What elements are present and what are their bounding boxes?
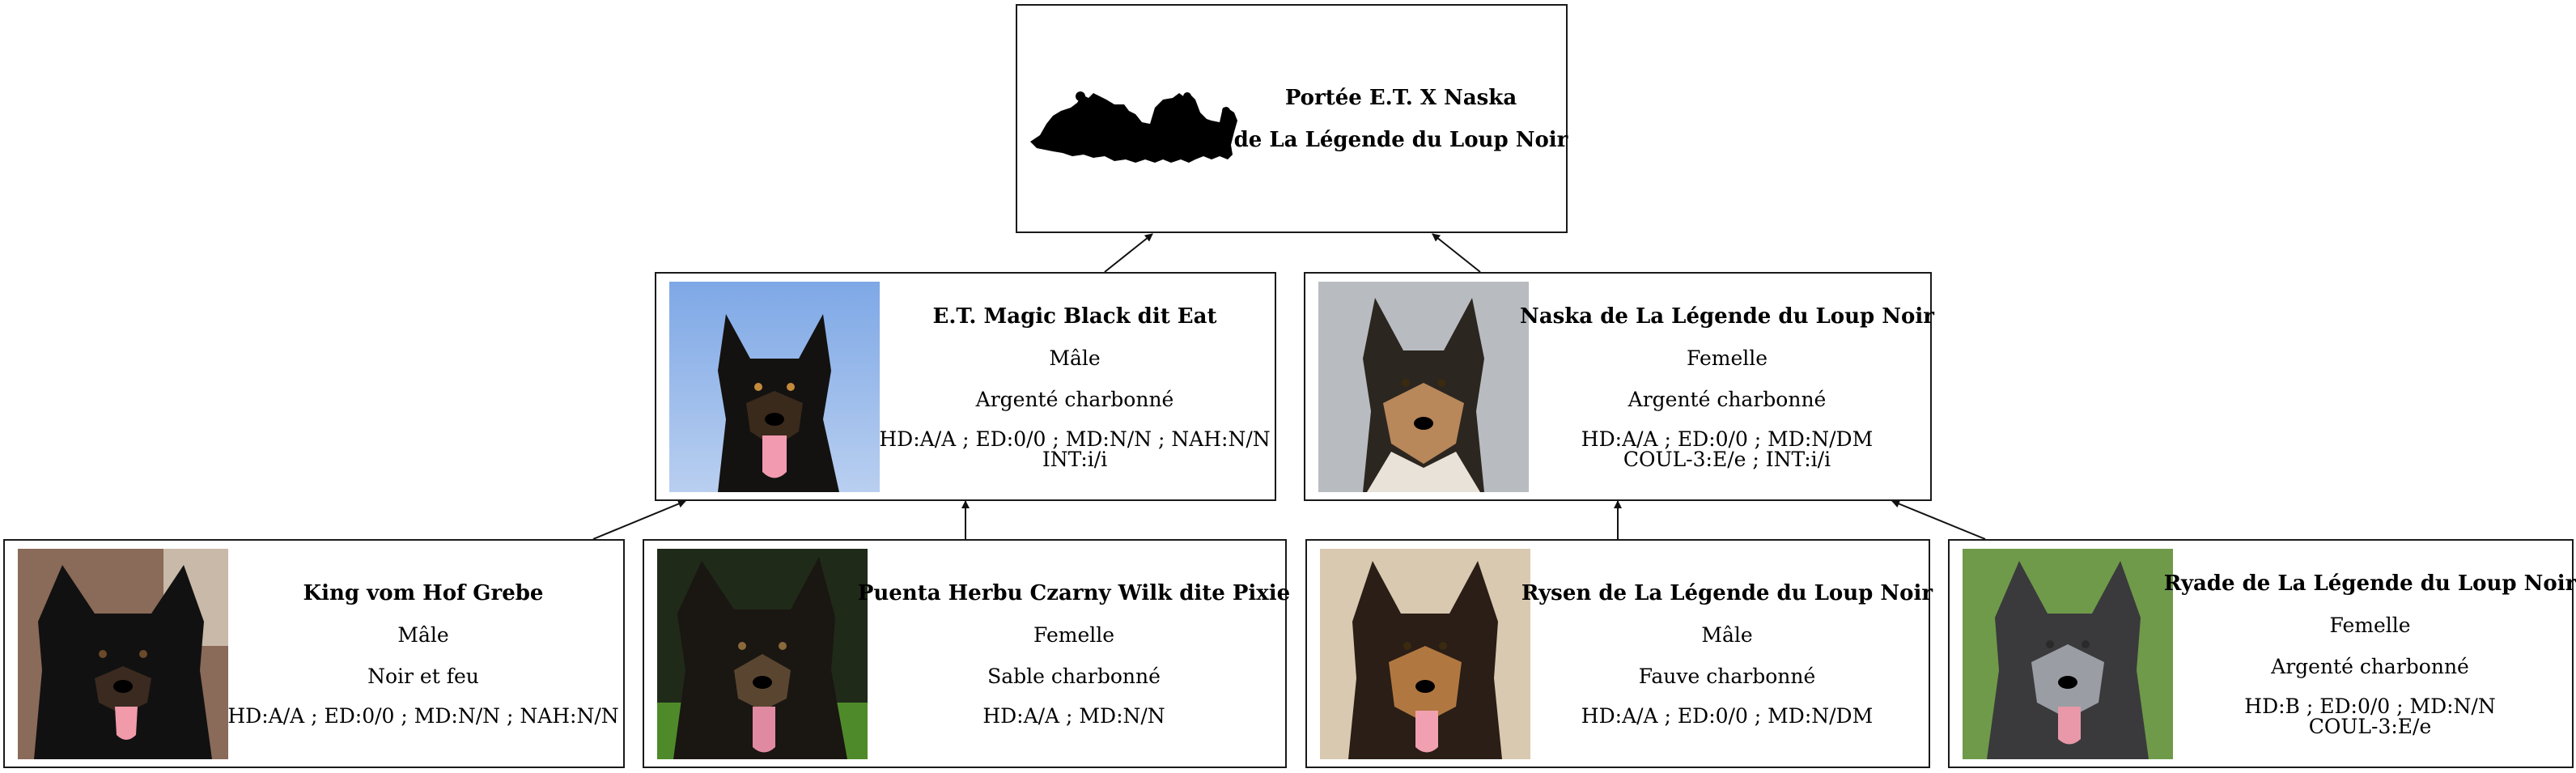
sire-sire-sex: Mâle	[397, 623, 449, 647]
dam-sire-node[interactable]	[1305, 539, 1933, 768]
edge-sire-sire-to-sire	[593, 501, 685, 539]
sire-sire-name: King vom Hof Grebe	[303, 581, 544, 605]
dam-dam-health-line2: COUL-3:E/e	[2308, 714, 2432, 738]
dam-name: Naska de La Légende du Loup Noir	[1520, 304, 1934, 329]
sire-dam-health-line1: HD:A/A ; MD:N/N	[982, 704, 1165, 728]
sire-health-line1: HD:A/A ; ED:0/0 ; MD:N/N ; NAH:N/N	[879, 427, 1271, 451]
sire-dam-photo	[657, 549, 868, 759]
dam-sire-color: Fauve charbonné	[1638, 665, 1816, 688]
litter-node[interactable]	[1016, 4, 1568, 233]
dam-dam-health-line1: HD:B ; ED:0/0 ; MD:N/N	[2244, 694, 2496, 718]
dam-sire-name: Rysen de La Légende du Loup Noir	[1521, 581, 1933, 605]
sire-name: E.T. Magic Black dit Eat	[932, 304, 1217, 329]
dam-node[interactable]	[1304, 272, 1932, 501]
dam-photo	[1318, 282, 1529, 492]
dam-dam-sex: Femelle	[2329, 613, 2411, 637]
sire-dam-node[interactable]	[643, 539, 1291, 768]
sire-color: Argenté charbonné	[975, 387, 1174, 411]
dam-sire-sex: Mâle	[1701, 623, 1753, 647]
puppies-silhouette-icon	[1029, 75, 1241, 172]
edge-sire-to-litter	[1105, 234, 1152, 272]
sire-sire-health-line1: HD:A/A ; ED:0/0 ; MD:N/N ; NAH:N/N	[227, 704, 619, 728]
dam-dam-color: Argenté charbonné	[2271, 654, 2469, 678]
dam-health-line2: COUL-3:E/e ; INT:i/i	[1623, 447, 1831, 471]
sire-node[interactable]	[655, 272, 1276, 501]
dam-color: Argenté charbonné	[1628, 387, 1827, 411]
sire-dam-name: Puenta Herbu Czarny Wilk dite Pixie	[857, 581, 1291, 605]
sire-sex: Mâle	[1049, 346, 1101, 370]
dam-health-line1: HD:A/A ; ED:0/0 ; MD:N/DM	[1581, 427, 1874, 451]
edge-dam-to-litter	[1432, 234, 1480, 272]
dam-sire-health-line1: HD:A/A ; ED:0/0 ; MD:N/DM	[1581, 704, 1874, 728]
litter-title-line2: de La Légende du Loup Noir	[1233, 127, 1568, 152]
dam-dam-node[interactable]	[1948, 539, 2574, 768]
sire-sire-color: Noir et feu	[367, 665, 479, 688]
dam-sex: Femelle	[1686, 346, 1768, 370]
sire-sire-node[interactable]	[3, 539, 625, 768]
dam-dam-photo	[1963, 549, 2173, 759]
dam-sire-photo	[1320, 549, 1530, 759]
sire-dam-color: Sable charbonné	[987, 665, 1161, 688]
litter-title-line1: Portée E.T. X Naska	[1284, 85, 1517, 110]
sire-sire-photo	[18, 549, 228, 759]
dam-dam-name: Ryade de La Légende du Loup Noir	[2163, 571, 2576, 596]
sire-photo	[669, 282, 880, 492]
sire-health-line2: INT:i/i	[1042, 447, 1108, 471]
sire-dam-sex: Femelle	[1033, 623, 1115, 647]
edge-dam-dam-to-dam	[1892, 501, 1985, 539]
